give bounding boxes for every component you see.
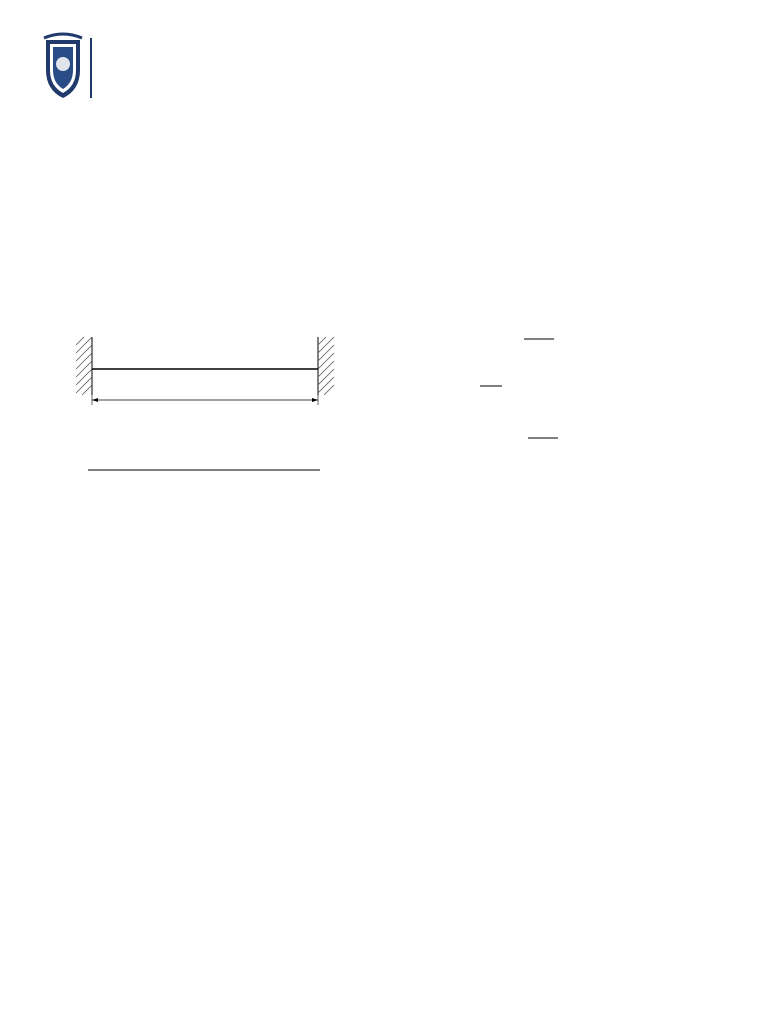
left-fixed-support (76, 337, 92, 395)
logo-divider (90, 38, 92, 98)
formula-3 (408, 318, 558, 438)
formula-1 (408, 318, 554, 339)
beam-moment-diagram (70, 325, 340, 500)
formula-2 (408, 318, 502, 386)
right-fixed-support (318, 337, 334, 395)
utpl-logo (40, 32, 222, 104)
span-dimension (92, 395, 318, 405)
moment-formulas (408, 318, 668, 498)
university-seal-icon (44, 34, 82, 98)
